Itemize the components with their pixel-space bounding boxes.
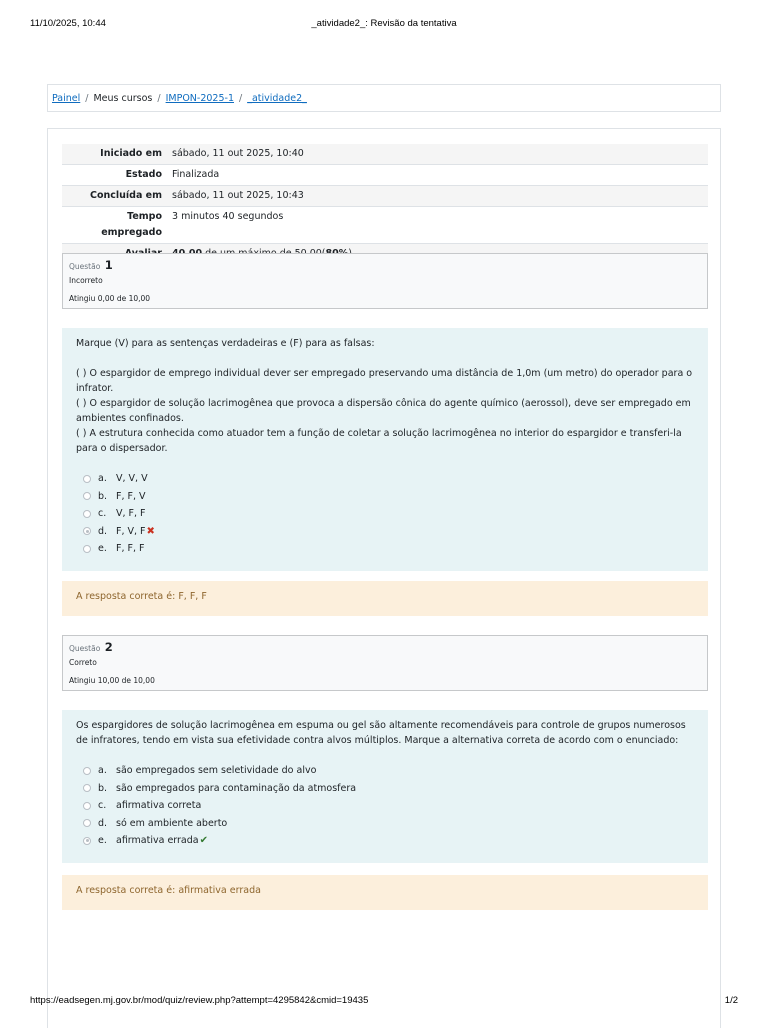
- breadcrumb: [47, 84, 721, 112]
- answer-option-b[interactable]: [76, 780, 694, 798]
- answer-option-e[interactable]: [76, 832, 694, 850]
- question-1-formulation: [62, 328, 708, 571]
- option-text: F, F, F: [116, 543, 145, 555]
- option-letter: e.: [98, 835, 107, 847]
- question-1-info: [62, 253, 708, 309]
- question-label: Questão: [69, 644, 101, 653]
- breadcrumb-my-courses: Meus cursos: [93, 93, 153, 104]
- option-text: só em ambiente aberto: [116, 817, 228, 829]
- question-state: Incorreto: [69, 276, 103, 285]
- question-number: [69, 640, 701, 654]
- answer-option-a[interactable]: [76, 762, 694, 780]
- radio-button[interactable]: [83, 545, 91, 553]
- option-text: são empregados sem seletividade do alvo: [116, 765, 317, 777]
- option-text: V, F, F: [116, 508, 146, 520]
- print-header: [30, 18, 738, 32]
- summary-value: sábado, 11 out 2025, 10:43: [172, 190, 304, 201]
- answer-option-b[interactable]: [76, 488, 694, 506]
- answer-option-e[interactable]: [76, 540, 694, 558]
- breadcrumb-home-link[interactable]: Painel: [52, 93, 81, 104]
- question-grade: Atingiu 0,00 de 10,00: [69, 294, 151, 303]
- print-footer: [30, 995, 738, 1009]
- option-text: afirmativa errada: [116, 835, 199, 847]
- summary-row-state: [62, 165, 708, 186]
- radio-button-selected[interactable]: [83, 527, 91, 535]
- question-1-right-answer: A resposta correta é: F, F, F: [62, 581, 708, 616]
- option-letter: e.: [98, 543, 107, 555]
- radio-button[interactable]: [83, 492, 91, 500]
- summary-label: Tempo empregado: [101, 211, 162, 238]
- option-letter: a.: [98, 473, 107, 485]
- question-prompt: Os espargidores de solução lacrimogênea em espuma ou gel são altamente recomendáveis para controle de grupos numerosos de infratores, tendo em vista sua efetividade contra alvos múltiplos. Marque a alternativa correta de acordo com o enunciado:: [76, 720, 686, 746]
- radio-button[interactable]: [83, 819, 91, 827]
- print-page-number: 1/2: [724, 995, 738, 1006]
- radio-button[interactable]: [83, 767, 91, 775]
- answer-option-a[interactable]: [76, 470, 694, 488]
- statement-1: ( ) O espargidor de emprego individual dever ser empregado preservando uma distância de 1,0m (um metro) do operador para o infrator.: [76, 368, 693, 394]
- summary-value: sábado, 11 out 2025, 10:40: [172, 148, 304, 159]
- question-number-value: 1: [104, 258, 113, 272]
- option-letter: a.: [98, 765, 107, 777]
- radio-button[interactable]: [83, 475, 91, 483]
- summary-value: 3 minutos 40 segundos: [172, 211, 284, 222]
- answer-option-c[interactable]: [76, 797, 694, 815]
- radio-button[interactable]: [83, 802, 91, 810]
- answer-options: [76, 762, 694, 850]
- option-text: são empregados para contaminação da atmosfera: [116, 782, 357, 794]
- question-2-right-answer: A resposta correta é: afirmativa errada: [62, 875, 708, 910]
- option-letter: d.: [98, 525, 108, 537]
- option-letter: d.: [98, 817, 108, 829]
- question-2-formulation: [62, 710, 708, 863]
- print-url: https://eadsegen.mj.gov.br/mod/quiz/review.php?attempt=4295842&cmid=19435: [30, 995, 369, 1006]
- option-letter: c.: [98, 800, 107, 812]
- option-letter: c.: [98, 508, 107, 520]
- radio-button-selected[interactable]: [83, 837, 91, 845]
- breadcrumb-separator: /: [85, 93, 89, 104]
- answer-option-d[interactable]: [76, 523, 694, 541]
- question-number: [69, 258, 701, 272]
- summary-label: Concluída em: [89, 190, 162, 201]
- summary-value: Finalizada: [172, 169, 220, 180]
- attempt-summary-table: [62, 144, 708, 264]
- check-icon: ✔: [199, 835, 209, 847]
- option-text: F, V, F: [116, 525, 146, 537]
- statement-3: ( ) A estrutura conhecida como atuador tem a função de coletar a solução lacrimogênea no interior do espargidor e transferi-la para o dispersador.: [76, 428, 682, 454]
- summary-row-time: [62, 207, 708, 244]
- option-text: V, V, V: [116, 473, 148, 485]
- question-prompt: Marque (V) para as sentenças verdadeiras e (F) para as falsas:: [76, 338, 375, 349]
- breadcrumb-separator: /: [157, 93, 161, 104]
- breadcrumb-activity-link[interactable]: _atividade2_: [247, 93, 307, 104]
- cross-icon: ✖: [146, 525, 155, 537]
- question-grade: Atingiu 10,00 de 10,00: [69, 676, 155, 685]
- summary-label: Estado: [125, 169, 162, 180]
- option-text: F, F, V: [116, 490, 146, 502]
- print-datetime: 11/10/2025, 10:44: [30, 18, 106, 29]
- option-text: afirmativa correta: [116, 800, 202, 812]
- question-state: Correto: [69, 658, 97, 667]
- radio-button[interactable]: [83, 510, 91, 518]
- summary-row-started: [62, 144, 708, 165]
- answer-options: [76, 470, 694, 558]
- answer-option-c[interactable]: [76, 505, 694, 523]
- summary-row-completed: [62, 186, 708, 207]
- option-letter: b.: [98, 490, 108, 502]
- print-title: _atividade2_: Revisão da tentativa: [311, 18, 457, 29]
- question-2-info: [62, 635, 708, 691]
- radio-button[interactable]: [83, 784, 91, 792]
- answer-option-d[interactable]: [76, 815, 694, 833]
- breadcrumb-course-link[interactable]: IMPON-2025-1: [165, 93, 234, 104]
- question-number-value: 2: [104, 640, 113, 654]
- question-label: Questão: [69, 262, 101, 271]
- option-letter: b.: [98, 782, 108, 794]
- breadcrumb-separator: /: [238, 93, 243, 104]
- summary-label: Iniciado em: [100, 148, 162, 159]
- statement-2: ( ) O espargidor de solução lacrimogênea que provoca a dispersão cônica do agente químico (aerossol), deve ser empregado em ambientes confinados.: [76, 398, 691, 424]
